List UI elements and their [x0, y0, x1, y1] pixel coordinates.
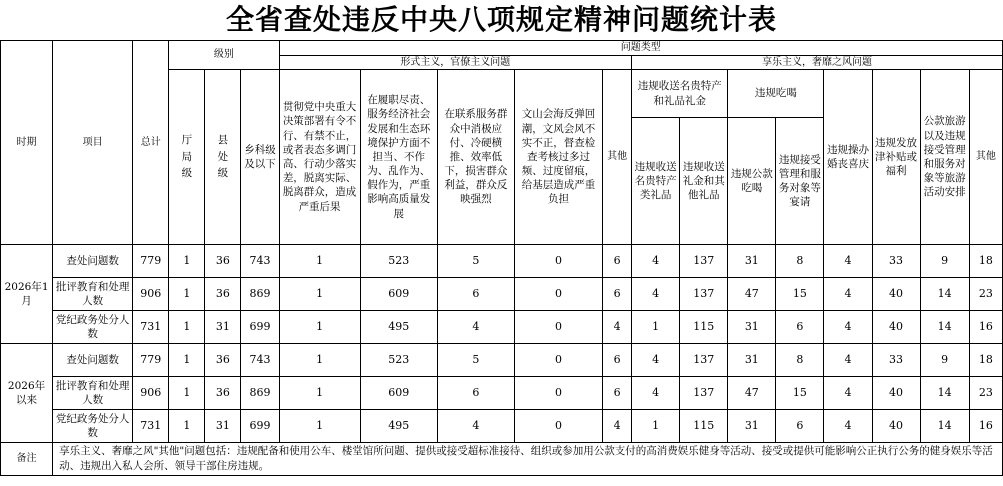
table-cell: 40 [872, 311, 920, 344]
table-cell: 1 [279, 344, 360, 377]
header-hedonism-other: 其他 [969, 70, 1002, 245]
table-cell: 33 [872, 245, 920, 278]
header-hedonism-subsidies: 违规发放津补贴或福利 [872, 70, 920, 245]
table-cell: 699 [241, 311, 279, 344]
table-cell: 16 [969, 311, 1002, 344]
header-dining-banquet: 违规接受管理和服务对象等宴请 [776, 118, 824, 245]
note-text: 享乐主义、奢靡之风"其他"问题包括：违规配备和使用公车、楼堂馆所问题、提供或接受超标准接待、组织或参加用公款支付的高消费娱乐健身等活动、接受或提供可能影响公正执行公务的健身娱乐等活动、违规出入私人会所、领导干部住房违规。 [53, 443, 1003, 476]
table-cell: 6 [437, 377, 514, 410]
table-cell: 9 [920, 344, 969, 377]
table-cell: 906 [133, 377, 169, 410]
table-cell: 36 [205, 245, 241, 278]
table-cell: 4 [437, 410, 514, 443]
row-item-label: 批评教育和处理人数 [53, 377, 133, 410]
table-cell: 1 [632, 410, 680, 443]
table-cell: 8 [776, 344, 824, 377]
table-cell: 4 [603, 410, 632, 443]
row-item-label: 查处问题数 [53, 245, 133, 278]
table-cell: 115 [680, 410, 728, 443]
table-cell: 47 [728, 377, 776, 410]
header-hedonism: 享乐主义，奢靡之风问题 [632, 55, 1003, 70]
table-cell: 1 [279, 278, 360, 311]
table-cell: 15 [776, 377, 824, 410]
header-formalism-other: 其他 [603, 70, 632, 245]
table-cell: 4 [632, 377, 680, 410]
header-formalism-2: 在履职尽责、服务经济社会发展和生态环境保护方面不担当、不作为、乱作为、假作为，严重影响高质量发展 [360, 70, 437, 245]
table-cell: 14 [920, 278, 969, 311]
table-cell: 1 [279, 311, 360, 344]
table-cell: 31 [728, 410, 776, 443]
header-level-ting: 厅局级 [169, 70, 205, 245]
table-row [1, 245, 1003, 278]
table-cell: 1 [632, 311, 680, 344]
table-cell: 47 [728, 278, 776, 311]
table-row [1, 410, 1003, 443]
row-item-label: 党纪政务处分人数 [53, 311, 133, 344]
table-cell: 869 [241, 278, 279, 311]
table-cell: 4 [437, 311, 514, 344]
table-row [1, 377, 1003, 410]
header-hedonism-weddings: 违规操办婚丧喜庆 [824, 70, 872, 245]
table-cell: 4 [824, 278, 872, 311]
table-cell: 31 [205, 311, 241, 344]
table-cell: 1 [169, 344, 205, 377]
row-item-label: 查处问题数 [53, 344, 133, 377]
table-cell: 1 [169, 377, 205, 410]
header-hedonism-travel: 公款旅游以及违规接受管理和服务对象等旅游活动安排 [920, 70, 969, 245]
table-cell: 31 [728, 245, 776, 278]
header-formalism-1: 贯彻党中央重大决策部署有令不行、有禁不止，或者表态多调门高、行动少落实差，脱离实际、脱离群众，造成严重后果 [279, 70, 360, 245]
table-cell: 609 [360, 377, 437, 410]
table-cell: 137 [680, 377, 728, 410]
table-cell: 4 [824, 344, 872, 377]
header-formalism: 形式主义，官僚主义问题 [279, 55, 632, 70]
table-cell: 18 [969, 344, 1002, 377]
note-label: 备注 [1, 443, 53, 476]
table-cell: 6 [776, 311, 824, 344]
header-formalism-3: 在联系服务群众中消极应付、冷硬横推、效率低下，损害群众利益，群众反映强烈 [437, 70, 514, 245]
table-cell: 0 [514, 278, 602, 311]
header-hedonism-gifts: 违规收送名贵特产和礼品礼金 [632, 70, 728, 118]
table-cell: 4 [632, 344, 680, 377]
table-cell: 0 [514, 377, 602, 410]
table-row [1, 344, 1003, 377]
table-cell: 4 [824, 311, 872, 344]
table-cell: 137 [680, 245, 728, 278]
row-item-label: 党纪政务处分人数 [53, 410, 133, 443]
table-cell: 18 [969, 245, 1002, 278]
table-cell: 1 [279, 245, 360, 278]
table-cell: 0 [514, 311, 602, 344]
table-cell: 4 [824, 377, 872, 410]
table-cell: 8 [776, 245, 824, 278]
header-gifts-cash: 违规收送礼金和其他礼品 [680, 118, 728, 245]
table-cell: 14 [920, 377, 969, 410]
row-item-label: 批评教育和处理人数 [53, 278, 133, 311]
table-cell: 523 [360, 344, 437, 377]
table-cell: 1 [279, 410, 360, 443]
table-cell: 4 [824, 410, 872, 443]
table-cell: 0 [514, 245, 602, 278]
table-cell: 1 [169, 410, 205, 443]
table-cell: 4 [632, 245, 680, 278]
header-problem-type: 问题类型 [279, 41, 1003, 56]
table-cell: 6 [603, 377, 632, 410]
table-cell: 137 [680, 278, 728, 311]
header-level: 级别 [169, 41, 279, 70]
table-cell: 4 [824, 245, 872, 278]
table-cell: 523 [360, 245, 437, 278]
table-cell: 14 [920, 410, 969, 443]
table-row [1, 311, 1003, 344]
table-cell: 23 [969, 278, 1002, 311]
table-cell: 40 [872, 377, 920, 410]
period-label: 2026年以来 [1, 344, 53, 443]
table-cell: 36 [205, 377, 241, 410]
header-period: 时期 [1, 41, 53, 245]
table-cell: 1 [169, 278, 205, 311]
table-cell: 0 [514, 410, 602, 443]
table-cell: 31 [728, 344, 776, 377]
table-cell: 15 [776, 278, 824, 311]
table-cell: 6 [776, 410, 824, 443]
table-cell: 495 [360, 410, 437, 443]
table-row [1, 278, 1003, 311]
table-cell: 731 [133, 410, 169, 443]
table-cell: 731 [133, 311, 169, 344]
table-cell: 1 [279, 377, 360, 410]
table-cell: 9 [920, 245, 969, 278]
header-total: 总计 [133, 41, 169, 245]
header-dining-public: 违规公款吃喝 [728, 118, 776, 245]
table-cell: 495 [360, 311, 437, 344]
table-cell: 5 [437, 245, 514, 278]
header-level-xiang: 乡科级及以下 [241, 70, 279, 245]
table-cell: 115 [680, 311, 728, 344]
table-cell: 743 [241, 245, 279, 278]
table-cell: 14 [920, 311, 969, 344]
table-cell: 779 [133, 344, 169, 377]
table-cell: 6 [603, 344, 632, 377]
table-cell: 6 [603, 245, 632, 278]
table-cell: 4 [603, 311, 632, 344]
statistics-table [0, 40, 1003, 476]
table-cell: 609 [360, 278, 437, 311]
table-cell: 16 [969, 410, 1002, 443]
header-formalism-4: 文山会海反弹回潮，文风会风不实不正，督查检查考核过多过频、过度留痕，给基层造成严重负担 [514, 70, 602, 245]
table-cell: 36 [205, 278, 241, 311]
header-item: 项目 [53, 41, 133, 245]
table-cell: 869 [241, 377, 279, 410]
table-cell: 31 [728, 311, 776, 344]
table-cell: 36 [205, 344, 241, 377]
page-title: 全省查处违反中央八项规定精神问题统计表 [225, 3, 777, 36]
period-label: 2026年1月 [1, 245, 53, 344]
table-cell: 40 [872, 278, 920, 311]
table-cell: 6 [603, 278, 632, 311]
table-cell: 33 [872, 344, 920, 377]
table-cell: 779 [133, 245, 169, 278]
table-cell: 906 [133, 278, 169, 311]
table-cell: 743 [241, 344, 279, 377]
table-cell: 1 [169, 245, 205, 278]
table-cell: 6 [437, 278, 514, 311]
table-cell: 137 [680, 344, 728, 377]
table-cell: 40 [872, 410, 920, 443]
table-cell: 0 [514, 344, 602, 377]
table-cell: 699 [241, 410, 279, 443]
header-level-xian: 县处级 [205, 70, 241, 245]
header-hedonism-dining: 违规吃喝 [728, 70, 824, 118]
header-gifts-specialty: 违规收送名贵特产类礼品 [632, 118, 680, 245]
table-cell: 31 [205, 410, 241, 443]
table-cell: 4 [632, 278, 680, 311]
table-cell: 1 [169, 311, 205, 344]
table-cell: 5 [437, 344, 514, 377]
table-cell: 23 [969, 377, 1002, 410]
